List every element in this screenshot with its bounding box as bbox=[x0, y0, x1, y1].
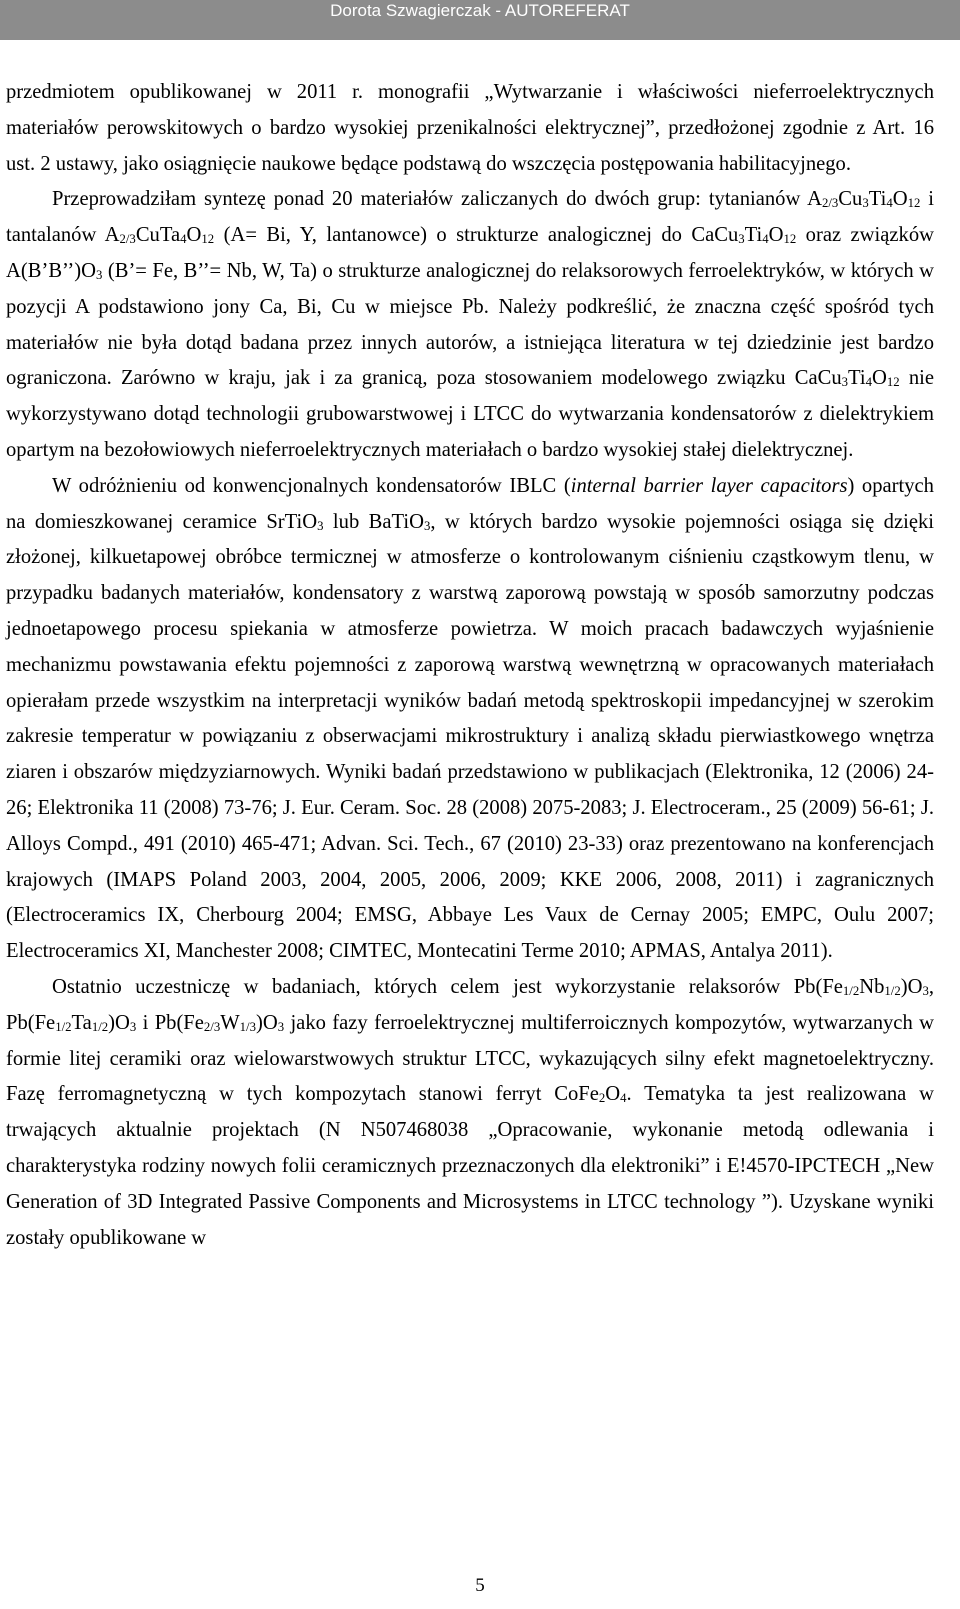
paragraph-4: Ostatnio uczestniczę w badaniach, których celem jest wykorzystanie relaksorów $Pb(Fe_{1/2}Nb_{1/2})O_3$, $Pb(Fe_{1/2}Ta_{1/2})O_3$ i $Pb(Fe_{2/3}W_{1/3})O_3$ jako fazy ferroelektrycznej multiferroicznych kompozytów, wytwarzanych w formie litej ceramiki oraz wielowarstwowych struktur LTCC, wykazujących silny efekt magnetoelektryczny. Fazę ferromagnetyczną w tych kompozytach stanowi ferryt $CoFe_2O_4$. Tematyka ta jest realizowana w trwających aktualnie projektach (N N507468038 „Opracowanie, wykonanie metodą odlewania i charakterystyka rodziny nowych folii ceramicznych przeznaczonych dla elektroniki” i E!4570-IPCTECH „New Generation of 3D Integrated Passive Components and Microsystems in LTCC technology ”). Uzyskane wyniki zostały opublikowane w bbox=[6, 975, 934, 1249]
document-body bbox=[6, 75, 934, 1256]
paragraph-1: przedmiotem opublikowanej w 2011 r. monografii „Wytwarzanie i właściwości nieferroelektrycznych materiałów perowskitowych o bardzo wysokiej przenikalności elektrycznej”, przedłożonej zgodnie z Art. 16 ust. 2 ustawy, jako osiągnięcie naukowe będące podstawą do wszczęcia postępowania habilitacyjnego. bbox=[6, 81, 934, 175]
page-number: 5 bbox=[475, 1575, 485, 1596]
paragraph-3: W odróżnieniu od konwencjonalnych kondensatorów IBLC (internal barrier layer capacitors) opartych na domieszkowanej ceramice SrTiO$_3$ lub BaTiO$_3$, w których bardzo wysokie pojemności osiąga się dzięki złożonej, kilkuetapowej obróbce termicznej w atmosferze o kontrolowanym ciśnieniu cząstkowym tlenu, w przypadku badanych materiałów, kondensatory z warstwą zaporową powstają w sposób samorzutny podczas jednoetapowego procesu spiekania w atmosferze powietrza. W moich pracach badawczych wyjaśnienie mechanizmu powstawania efektu pojemności z zaporową warstwą wewnętrzną w opracowanych materiałach opierałam przede wszystkim na interpretacji wyników badań metodą spektroskopii impedancyjnej w szerokim zakresie temperatur w powiązaniu z obserwacjami mikrostruktury i analizą składu pierwiastkowego wnętrza ziaren i obszarów międzyziarnowych. Wyniki badań przedstawiono w publikacjach (Elektronika, 12 (2006) 24-26; Elektronika 11 (2008) 73-76; J. Eur. Ceram. Soc. 28 (2008) 2075-2083; J. Electroceram., 25 (2009) 56-61; J. Alloys Compd., 491 (2010) 465-471; Advan. Sci. Tech., 67 (2010) 23-33) oraz prezentowano na konferencjach krajowych (IMAPS Poland 2003, 2004, 2005, 2006, 2009; KKE 2006, 2008, 2011) i zagranicznych (Electroceramics IX, Cherbourg 2004; EMSG, Abbaye Les Vaux de Cernay 2005; EMPC, Oulu 2007; Electroceramics XI, Manchester 2008; CIMTEC, Montecatini Terme 2010; APMAS, Antalya 2011). bbox=[6, 474, 934, 963]
page-header bbox=[0, 0, 960, 40]
paragraph-2: Przeprowadziłam syntezę ponad 20 materiałów zaliczanych do dwóch grup: tytanianów $A_{2/3}Cu_3Ti_4O_{12}$ i tantalanów $A_{2/3}CuTa_4O_{12}$ (A= Bi, Y, lantanowce) o strukturze analogicznej do $CaCu_3Ti_4O_{12}$ oraz związków $A(B’B’’)O_3$ (B’= Fe, B’’= Nb, W, Ta) o strukturze analogicznej do relaksorowych ferroelektryków, w których w pozycji A podstawiono jony Ca, Bi, Cu w miejsce Pb. Należy podkreślić, że znaczna część spośród tych materiałów nie była dotąd badana przez innych autorów, a istniejąca literatura w tej dziedzinie jest bardzo ograniczona. Zarówno w kraju, jak i za granicą, poza stosowaniem modelowego związku $CaCu_3Ti_4O_{12}$ nie wykorzystywano dotąd technologii grubowarstwowej i LTCC do wytwarzania kondensatorów z dielektrykiem opartym na bezołowiowych nieferroelektrycznych materiałach o bardzo wysokiej stałej dielektrycznej. bbox=[6, 188, 935, 461]
header-title: Dorota Szwagierczak - AUTOREFERAT bbox=[330, 1, 630, 20]
